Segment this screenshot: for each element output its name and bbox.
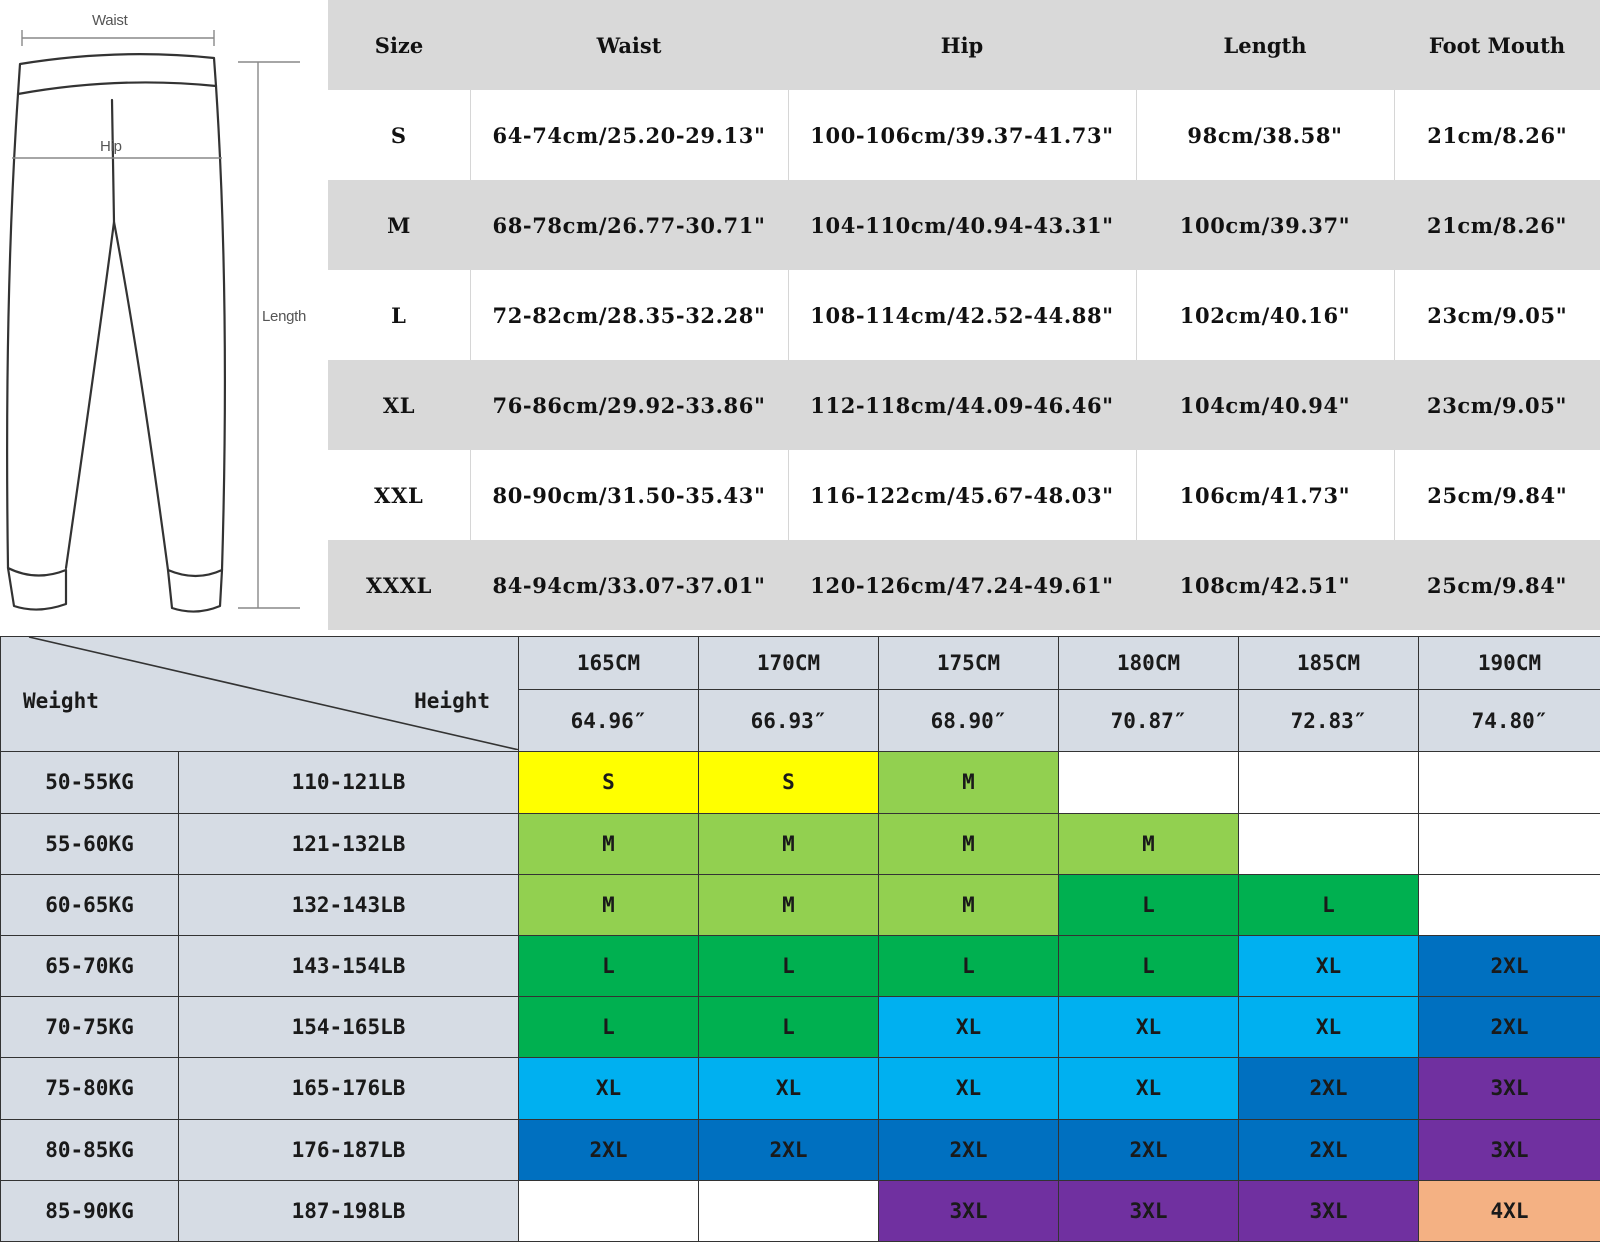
pants-measurement-diagram bbox=[0, 0, 328, 636]
weight-kg-cell: 85-90KG bbox=[1, 1180, 179, 1241]
weight-lb-cell: 121-132LB bbox=[179, 813, 519, 874]
weight-axis-label: Weight bbox=[23, 689, 99, 713]
length-measure-label: Length bbox=[262, 308, 307, 325]
height-inch-cell: 64.96″ bbox=[519, 690, 699, 752]
weight-kg-cell: 50-55KG bbox=[1, 752, 179, 813]
recommended-size-cell: 4XL bbox=[1419, 1180, 1600, 1241]
recommended-size-cell: XL bbox=[699, 1058, 879, 1119]
height-inch-cell: 66.93″ bbox=[699, 690, 879, 752]
recommended-size-cell: 3XL bbox=[1419, 1058, 1600, 1119]
recommended-size-cell bbox=[699, 1180, 879, 1241]
recommended-size-cell: 2XL bbox=[519, 1119, 699, 1180]
size-table-header-row bbox=[328, 0, 1600, 90]
size-row-xxxl bbox=[328, 540, 1600, 630]
height-cm-cell: 185CM bbox=[1239, 637, 1419, 690]
waist-cell: 76-86cm/29.92-33.86" bbox=[470, 360, 788, 450]
recommended-size-cell bbox=[1239, 813, 1419, 874]
recommended-size-cell: M bbox=[879, 874, 1059, 935]
waist-cell: 84-94cm/33.07-37.01" bbox=[470, 540, 788, 630]
size-row-l bbox=[328, 270, 1600, 360]
weight-kg-cell: 70-75KG bbox=[1, 997, 179, 1058]
header-foot-mouth: Foot Mouth bbox=[1394, 0, 1600, 90]
hip-cell: 116-122cm/45.67-48.03" bbox=[788, 450, 1136, 540]
size-cell: M bbox=[328, 180, 470, 270]
height-axis-label: Height bbox=[414, 689, 490, 713]
weight-row bbox=[1, 997, 1600, 1058]
header-length: Length bbox=[1136, 0, 1394, 90]
size-cell: L bbox=[328, 270, 470, 360]
recommended-size-cell: M bbox=[879, 813, 1059, 874]
waist-cell: 68-78cm/26.77-30.71" bbox=[470, 180, 788, 270]
length-cell: 106cm/41.73" bbox=[1136, 450, 1394, 540]
recommended-size-cell: M bbox=[519, 874, 699, 935]
recommended-size-cell bbox=[519, 1180, 699, 1241]
recommended-size-cell: L bbox=[699, 935, 879, 996]
weight-height-size-grid bbox=[0, 636, 1600, 1242]
recommended-size-cell: S bbox=[699, 752, 879, 813]
recommended-size-cell bbox=[1419, 813, 1600, 874]
recommended-size-cell: S bbox=[519, 752, 699, 813]
header-size: Size bbox=[328, 0, 470, 90]
recommended-size-cell: 3XL bbox=[1419, 1119, 1600, 1180]
weight-row bbox=[1, 1119, 1600, 1180]
weight-row bbox=[1, 752, 1600, 813]
weight-lb-cell: 176-187LB bbox=[179, 1119, 519, 1180]
size-row-xxl bbox=[328, 450, 1600, 540]
length-cell: 108cm/42.51" bbox=[1136, 540, 1394, 630]
length-cell: 102cm/40.16" bbox=[1136, 270, 1394, 360]
weight-kg-cell: 75-80KG bbox=[1, 1058, 179, 1119]
recommended-size-cell: L bbox=[519, 935, 699, 996]
weight-lb-cell: 132-143LB bbox=[179, 874, 519, 935]
weight-lb-cell: 110-121LB bbox=[179, 752, 519, 813]
weight-lb-cell: 187-198LB bbox=[179, 1180, 519, 1241]
recommended-size-cell: 3XL bbox=[1239, 1180, 1419, 1241]
foot-mouth-cell: 25cm/9.84" bbox=[1394, 450, 1600, 540]
recommended-size-cell: 3XL bbox=[879, 1180, 1059, 1241]
header-hip: Hip bbox=[788, 0, 1136, 90]
hip-measure-label: Hip bbox=[100, 138, 122, 155]
length-cell: 98cm/38.58" bbox=[1136, 90, 1394, 180]
recommended-size-cell: XL bbox=[1239, 935, 1419, 996]
weight-kg-cell: 80-85KG bbox=[1, 1119, 179, 1180]
size-row-s bbox=[328, 90, 1600, 180]
size-row-xl bbox=[328, 360, 1600, 450]
waist-measure-label: Waist bbox=[92, 12, 128, 29]
recommended-size-cell: 2XL bbox=[1239, 1058, 1419, 1119]
height-cm-cell: 165CM bbox=[519, 637, 699, 690]
height-cm-cell: 190CM bbox=[1419, 637, 1600, 690]
recommended-size-cell: XL bbox=[1239, 997, 1419, 1058]
hip-cell: 100-106cm/39.37-41.73" bbox=[788, 90, 1136, 180]
height-inch-cell: 74.80″ bbox=[1419, 690, 1600, 752]
height-cm-row bbox=[1, 637, 1600, 690]
weight-row bbox=[1, 874, 1600, 935]
recommended-size-cell: M bbox=[879, 752, 1059, 813]
height-inch-cell: 68.90″ bbox=[879, 690, 1059, 752]
height-inch-cell: 70.87″ bbox=[1059, 690, 1239, 752]
recommended-size-cell: 2XL bbox=[879, 1119, 1059, 1180]
recommended-size-cell: M bbox=[1059, 813, 1239, 874]
weight-row bbox=[1, 1058, 1600, 1119]
recommended-size-cell: L bbox=[879, 935, 1059, 996]
recommended-size-cell: XL bbox=[1059, 997, 1239, 1058]
size-measurement-table bbox=[328, 0, 1600, 630]
recommended-size-cell: 2XL bbox=[1419, 935, 1600, 996]
recommended-size-cell: M bbox=[519, 813, 699, 874]
height-cm-cell: 175CM bbox=[879, 637, 1059, 690]
height-cm-cell: 170CM bbox=[699, 637, 879, 690]
length-cell: 100cm/39.37" bbox=[1136, 180, 1394, 270]
recommended-size-cell: M bbox=[699, 874, 879, 935]
recommended-size-cell: 2XL bbox=[1239, 1119, 1419, 1180]
size-row-m bbox=[328, 180, 1600, 270]
foot-mouth-cell: 25cm/9.84" bbox=[1394, 540, 1600, 630]
waist-cell: 64-74cm/25.20-29.13" bbox=[470, 90, 788, 180]
hip-cell: 120-126cm/47.24-49.61" bbox=[788, 540, 1136, 630]
recommended-size-cell bbox=[1239, 752, 1419, 813]
size-cell: XXXL bbox=[328, 540, 470, 630]
weight-row bbox=[1, 813, 1600, 874]
hip-cell: 112-118cm/44.09-46.46" bbox=[788, 360, 1136, 450]
waist-cell: 80-90cm/31.50-35.43" bbox=[470, 450, 788, 540]
recommended-size-cell: XL bbox=[1059, 1058, 1239, 1119]
recommended-size-cell: L bbox=[1239, 874, 1419, 935]
weight-lb-cell: 143-154LB bbox=[179, 935, 519, 996]
foot-mouth-cell: 23cm/9.05" bbox=[1394, 360, 1600, 450]
recommended-size-cell bbox=[1419, 874, 1600, 935]
height-cm-cell: 180CM bbox=[1059, 637, 1239, 690]
recommended-size-cell: XL bbox=[519, 1058, 699, 1119]
size-cell: XL bbox=[328, 360, 470, 450]
hip-cell: 108-114cm/42.52-44.88" bbox=[788, 270, 1136, 360]
weight-row bbox=[1, 935, 1600, 996]
weight-lb-cell: 165-176LB bbox=[179, 1058, 519, 1119]
waist-cell: 72-82cm/28.35-32.28" bbox=[470, 270, 788, 360]
weight-row bbox=[1, 1180, 1600, 1241]
recommended-size-cell: L bbox=[1059, 935, 1239, 996]
foot-mouth-cell: 23cm/9.05" bbox=[1394, 270, 1600, 360]
recommended-size-cell: 2XL bbox=[699, 1119, 879, 1180]
foot-mouth-cell: 21cm/8.26" bbox=[1394, 180, 1600, 270]
recommended-size-cell: 3XL bbox=[1059, 1180, 1239, 1241]
weight-kg-cell: 55-60KG bbox=[1, 813, 179, 874]
recommended-size-cell: 2XL bbox=[1059, 1119, 1239, 1180]
recommended-size-cell: XL bbox=[879, 1058, 1059, 1119]
recommended-size-cell: L bbox=[699, 997, 879, 1058]
recommended-size-cell bbox=[1419, 752, 1600, 813]
height-inch-cell: 72.83″ bbox=[1239, 690, 1419, 752]
hip-cell: 104-110cm/40.94-43.31" bbox=[788, 180, 1136, 270]
header-waist: Waist bbox=[470, 0, 788, 90]
recommended-size-cell: M bbox=[699, 813, 879, 874]
size-cell: S bbox=[328, 90, 470, 180]
recommended-size-cell: L bbox=[1059, 874, 1239, 935]
weight-lb-cell: 154-165LB bbox=[179, 997, 519, 1058]
recommended-size-cell bbox=[1059, 752, 1239, 813]
weight-height-corner bbox=[1, 637, 519, 752]
recommended-size-cell: XL bbox=[879, 997, 1059, 1058]
recommended-size-cell: 2XL bbox=[1419, 997, 1600, 1058]
size-cell: XXL bbox=[328, 450, 470, 540]
length-cell: 104cm/40.94" bbox=[1136, 360, 1394, 450]
recommended-size-cell: L bbox=[519, 997, 699, 1058]
foot-mouth-cell: 21cm/8.26" bbox=[1394, 90, 1600, 180]
weight-kg-cell: 65-70KG bbox=[1, 935, 179, 996]
weight-kg-cell: 60-65KG bbox=[1, 874, 179, 935]
